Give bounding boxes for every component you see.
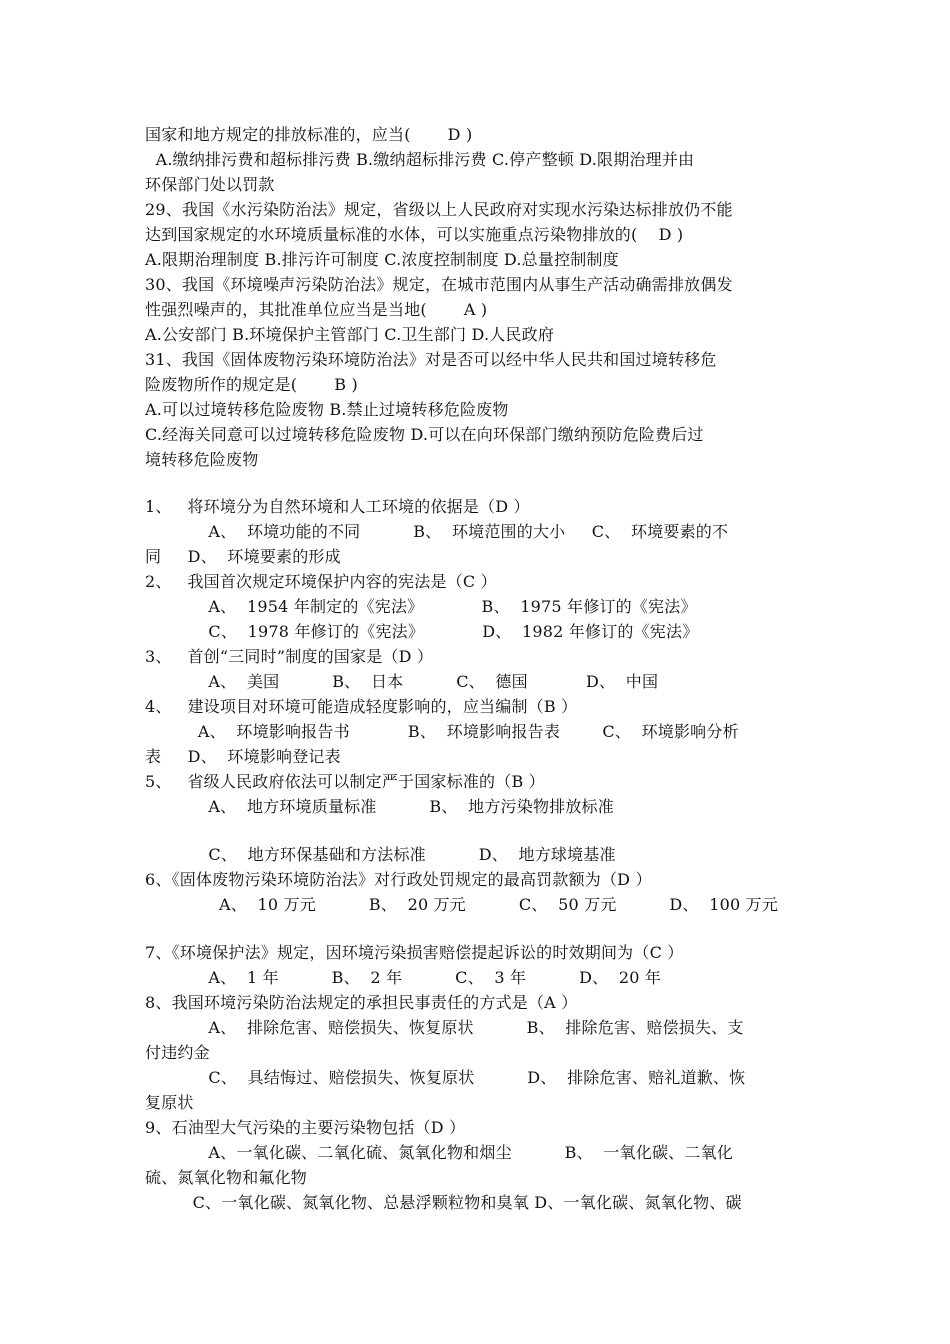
option-line: A、 排除危害、赔偿损失、恢复原状 B、 排除危害、赔偿损失、支: [145, 1018, 744, 1037]
text-line: 达到国家规定的水环境质量标准的水体，可以实施重点污染物排放的( D ): [145, 225, 684, 244]
question-line: 4、 建设项目对环境可能造成轻度影响的，应当编制（B ）: [145, 697, 578, 716]
text-line: 30、我国《环境噪声污染防治法》规定，在城市范围内从事生产活动确需排放偶发: [145, 275, 733, 294]
option-line: C、 1978 年修订的《宪法》 D、 1982 年修订的《宪法》: [145, 622, 699, 641]
text-line: 29、我国《水污染防治法》规定，省级以上人民政府对实现水污染达标排放仍不能: [145, 200, 733, 219]
text-line: 国家和地方规定的排放标准的，应当( D ): [145, 125, 473, 144]
option-line: 硫、氮氧化物和氟化物: [145, 1168, 308, 1187]
text-line: 31、我国《固体废物污染环境防治法》对是否可以经中华人民共和国过境转移危: [145, 350, 717, 369]
text-line: A.公安部门 B.环境保护主管部门 C.卫生部门 D.人民政府: [145, 325, 555, 344]
option-line: 表 D、 环境影响登记表: [145, 747, 341, 766]
option-line: A、 美国 B、 日本 C、 德国 D、 中国: [145, 672, 659, 691]
question-line: 7、《环境保护法》规定，因环境污染损害赔偿提起诉讼的时效期间为（C ）: [145, 943, 684, 962]
option-line: C、一氧化碳、氮氧化物、总悬浮颗粒物和臭氧 D、一氧化碳、氮氧化物、碳: [145, 1193, 742, 1212]
option-line: 付违约金: [145, 1043, 210, 1062]
text-line: A.可以过境转移危险废物 B.禁止过境转移危险废物: [145, 400, 509, 419]
option-line: A、 地方环境质量标准 B、 地方污染物排放标准: [145, 797, 614, 816]
question-line: 3、 首创“三同时”制度的国家是（D ）: [145, 647, 434, 666]
option-line: A、 1954 年制定的《宪法》 B、 1975 年修订的《宪法》: [145, 597, 697, 616]
text-line: A.限期治理制度 B.排污许可制度 C.浓度控制制度 D.总量控制制度: [145, 250, 619, 269]
text-line: 环保部门处以罚款: [145, 175, 275, 194]
text-line: 险废物所作的规定是( B ): [145, 375, 358, 394]
option-line: A、 环境功能的不同 B、 环境范围的大小 C、 环境要素的不: [145, 522, 729, 541]
option-line: 复原状: [145, 1093, 194, 1112]
question-line: 6、《固体废物污染环境防治法》对行政处罚规定的最高罚款额为（D ）: [145, 870, 652, 889]
question-line: 1、 将环境分为自然环境和人工环境的依据是（D ）: [145, 497, 530, 516]
option-line: A、 10 万元 B、 20 万元 C、 50 万元 D、 100 万元: [145, 895, 779, 914]
option-line: C、 具结悔过、赔偿损失、恢复原状 D、 排除危害、赔礼道歉、恢: [145, 1068, 746, 1087]
option-line: C、 地方环保基础和方法标准 D、 地方球境基准: [145, 845, 616, 864]
question-line: 2、 我国首次规定环境保护内容的宪法是（C ）: [145, 572, 497, 591]
text-line: A.缴纳排污费和超标排污费 B.缴纳超标排污费 C.停产整顿 D.限期治理并由: [145, 150, 695, 169]
question-line: 8、我国环境污染防治法规定的承担民事责任的方式是（A ）: [145, 993, 578, 1012]
text-line: 性强烈噪声的，其批准单位应当是当地( A ): [145, 300, 488, 319]
option-line: 同 D、 环境要素的形成: [145, 547, 341, 566]
text-line: 境转移危险废物: [145, 450, 259, 469]
question-line: 9、石油型大气污染的主要污染物包括（D ）: [145, 1118, 466, 1137]
option-line: A、 1 年 B、 2 年 C、 3 年 D、 20 年: [145, 968, 662, 987]
option-line: A、一氧化碳、二氧化硫、氮氧化物和烟尘 B、 一氧化碳、二氧化: [145, 1143, 733, 1162]
option-line: A、 环境影响报告书 B、 环境影响报告表 C、 环境影响分析: [145, 722, 739, 741]
question-line: 5、 省级人民政府依法可以制定严于国家标准的（B ）: [145, 772, 545, 791]
text-line: C.经海关同意可以过境转移危险废物 D.可以在向环保部门缴纳预防危险费后过: [145, 425, 704, 444]
